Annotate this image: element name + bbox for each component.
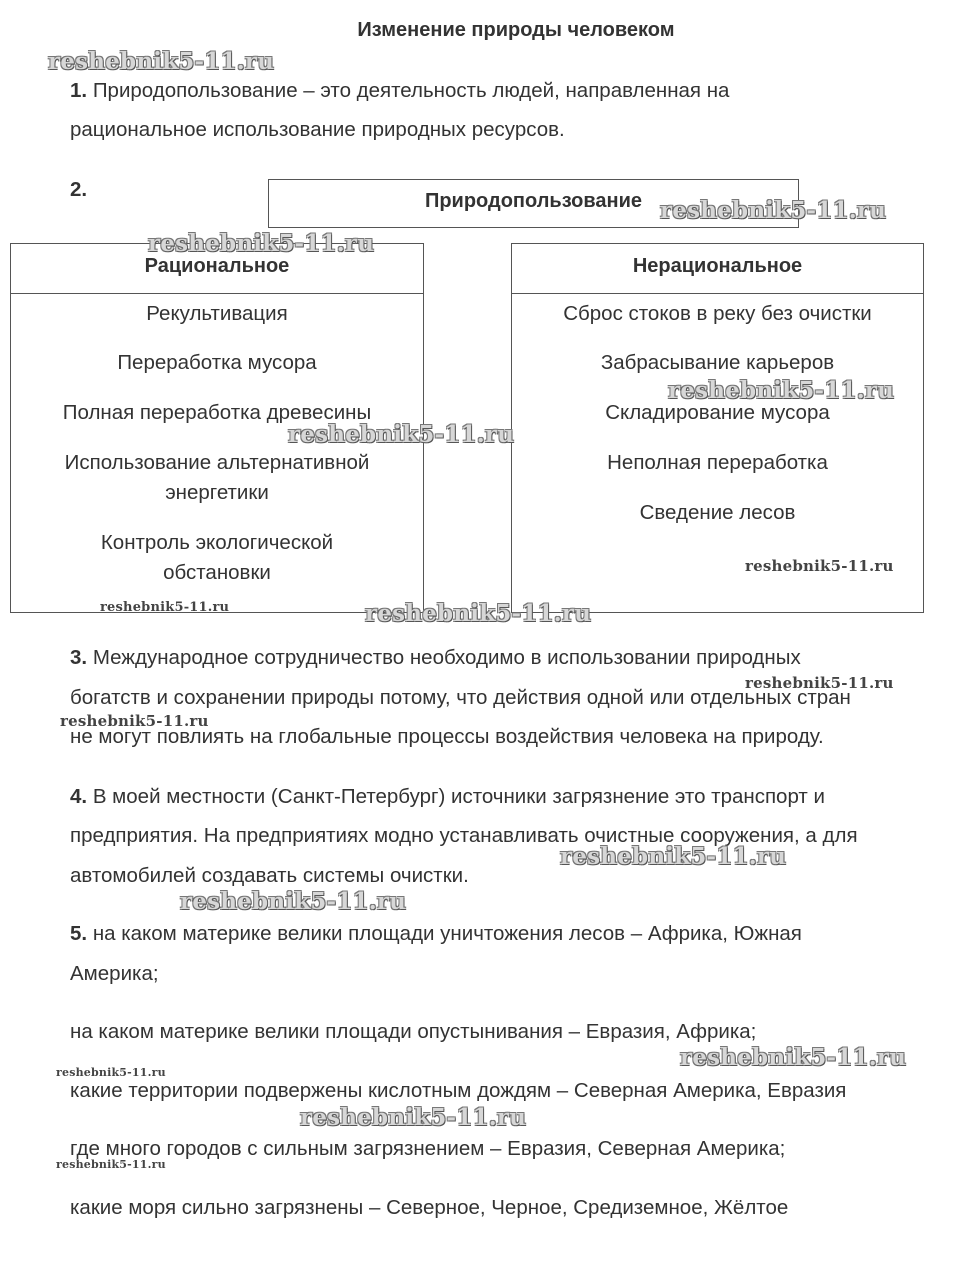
q3-number: 3.: [70, 646, 88, 669]
watermark: reshebnik5-11.ru: [148, 230, 375, 257]
watermark: reshebnik5-11.ru: [288, 421, 515, 448]
q5-line-3: на каком материке велики площади опустынивания – Евразия, Африка;: [70, 1020, 757, 1043]
watermark: reshebnik5-11.ru: [745, 557, 894, 575]
q3-line-3: не могут повлиять на глобальные процессы воздействия человека на природу.: [70, 725, 824, 748]
diagram-root-label: Природопользование: [424, 190, 643, 212]
right-item: Сведение лесов: [639, 501, 796, 524]
watermark: reshebnik5-11.ru: [56, 1158, 166, 1171]
q1-number: 1.: [70, 79, 88, 102]
q4-text-1: В моей местности (Санкт-Петербург) источники загрязнение это транспорт и: [92, 785, 825, 808]
diagram-left-divider: [11, 293, 423, 294]
watermark: reshebnik5-11.ru: [365, 600, 592, 627]
right-item: Забрасывание карьеров: [600, 351, 835, 374]
left-item: Переработка мусора: [117, 351, 317, 374]
q5-line-2: Америка;: [70, 962, 159, 985]
q3-line-2: богатств и сохранении природы потому, что действия одной или отдельных стран: [70, 686, 851, 709]
q5-text-1: на каком материке велики площади уничтожения лесов – Африка, Южная: [92, 922, 802, 945]
watermark: reshebnik5-11.ru: [48, 48, 275, 75]
watermark: reshebnik5-11.ru: [56, 1066, 166, 1079]
watermark: reshebnik5-11.ru: [680, 1044, 907, 1071]
q4-line-1: [70, 785, 825, 809]
right-item: Складирование мусора: [605, 401, 830, 424]
q5-line-4: какие территории подвержены кислотным дождям – Северная Америка, Евразия: [70, 1079, 847, 1102]
q1-line-1: [70, 79, 729, 103]
q2-number: 2.: [70, 178, 88, 201]
q5-line-1: [70, 922, 802, 946]
left-item: Использование альтернативной энергетики: [64, 451, 370, 504]
q3-text-1: Международное сотрудничество необходимо в использовании природных: [92, 646, 801, 669]
q4-line-2: предприятия. На предприятиях модно устанавливать очистные сооружения, а для: [70, 824, 858, 847]
right-item: Неполная переработка: [607, 451, 828, 474]
q1-line-2: рациональное использование природных ресурсов.: [70, 118, 565, 141]
left-item: Контроль экологической обстановки: [100, 531, 334, 584]
q4-number: 4.: [70, 785, 88, 808]
watermark: reshebnik5-11.ru: [560, 843, 787, 870]
left-item: Полная переработка древесины: [62, 401, 372, 424]
q3-line-1: [70, 646, 801, 670]
right-item: Сброс стоков в реку без очистки: [563, 302, 872, 325]
watermark: reshebnik5-11.ru: [745, 674, 894, 692]
watermark: reshebnik5-11.ru: [668, 377, 895, 404]
watermark: reshebnik5-11.ru: [300, 1104, 527, 1131]
q2-line: [70, 178, 87, 202]
q5-line-5: где много городов с сильным загрязнением – Евразия, Северная Америка;: [70, 1137, 786, 1160]
q4-line-3: автомобилей создавать системы очистки.: [70, 864, 469, 887]
left-item: Рекультивация: [146, 302, 288, 325]
diagram-left-header: Рациональное: [144, 255, 290, 277]
q1-text-1: Природопользование – это деятельность людей, направленная на: [92, 79, 730, 102]
diagram-right-header: Нерациональное: [632, 255, 803, 277]
diagram-right-divider: [512, 293, 923, 294]
q5-line-6: какие моря сильно загрязнены – Северное, Черное, Средиземное, Жёлтое: [70, 1196, 789, 1219]
watermark: reshebnik5-11.ru: [60, 712, 209, 730]
q5-number: 5.: [70, 922, 88, 945]
watermark: reshebnik5-11.ru: [180, 888, 407, 915]
watermark: reshebnik5-11.ru: [100, 600, 230, 615]
page-title: Изменение природы человеком: [357, 19, 675, 41]
watermark: reshebnik5-11.ru: [660, 197, 887, 224]
